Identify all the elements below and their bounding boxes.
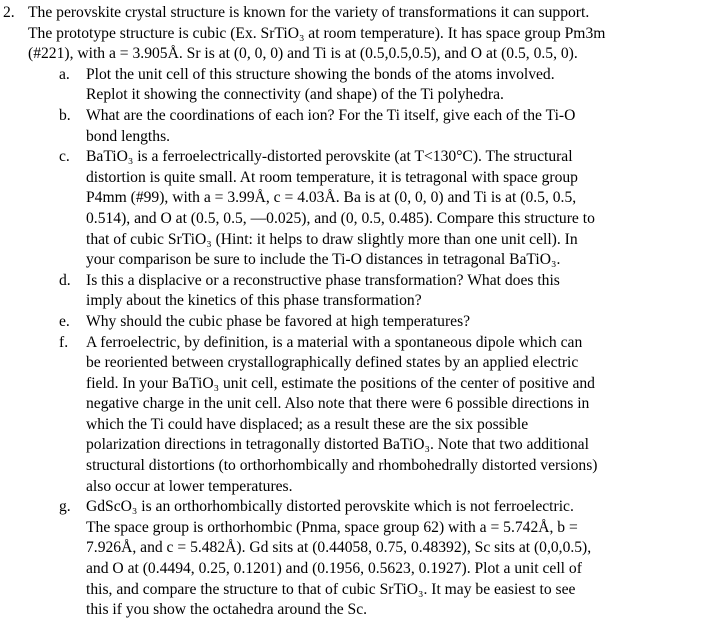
sub-question-line: your comparison be sure to include the Ti-O distances in tetragonal BaTiO₃. — [86, 251, 561, 269]
problem-intro — [28, 3, 707, 65]
sub-question-d — [0, 271, 713, 312]
sub-question-line: this if you show the octahedra around the Sc. — [86, 601, 368, 619]
sub-question-letter: f. — [59, 333, 69, 351]
sub-question-line: be reoriented between crystallographically defined states by an applied electric — [86, 354, 579, 372]
sub-question-line: Why should the cubic phase be favored at high temperatures? — [86, 312, 471, 330]
sub-question-line: distortion is quite small. At room temperature, it is tetragonal with space group — [86, 168, 578, 186]
sub-question-line: The space group is orthorhombic (Pnma, space group 62) with a = 5.742Å, b = — [86, 518, 578, 536]
sub-question-line: which the Ti could have displaced; as a result these are the six possible — [86, 415, 529, 433]
sub-question-line: Replot it showing the connectivity (and shape) of the Ti polyhedra. — [86, 86, 504, 104]
problem-2 — [0, 3, 713, 65]
sub-question-line: also occur at lower temperatures. — [86, 477, 293, 495]
intro-line: The perovskite crystal structure is known for the variety of transformations it can support. — [28, 4, 590, 21]
sub-question-letter: b. — [59, 106, 71, 124]
sub-question-letter: e. — [59, 312, 70, 330]
sub-question-line: negative charge in the unit cell. Also note that there were 6 possible directions in — [86, 395, 590, 413]
sub-question-line: A ferroelectric, by definition, is a material with a spontaneous dipole which can — [86, 333, 583, 351]
sub-question-letter: a. — [59, 65, 70, 83]
sub-question-e — [0, 312, 713, 333]
sub-question-line: Is this a displacive or a reconstructive phase transformation? What does this — [86, 271, 560, 289]
sub-question-c — [0, 147, 713, 271]
sub-question-line: BaTiO₃ is a ferroelectrically-distorted perovskite (at T<130°C). The structural — [86, 148, 573, 166]
sub-question-letter: d. — [59, 271, 71, 289]
problem-number: 2. — [3, 4, 15, 21]
sub-question-line: polarization directions in tetragonally distorted BaTiO₃. Note that two additional — [86, 436, 589, 454]
sub-question-line: Plot the unit cell of this structure showing the bonds of the atoms involved. — [86, 65, 555, 83]
sub-question-line: and O at (0.4494, 0.25, 0.1201) and (0.1956, 0.5623, 0.1927). Plot a unit cell of — [86, 560, 582, 578]
sub-question-letter: g. — [59, 498, 71, 516]
sub-question-line: bond lengths. — [86, 127, 171, 145]
sub-question-line: that of cubic SrTiO₃ (Hint: it helps to draw slightly more than one unit cell). In — [86, 230, 578, 248]
sub-question-letter: c. — [59, 148, 70, 166]
intro-line: The prototype structure is cubic (Ex. SrTiO₃ at room temperature). It has space group Pm3m — [28, 24, 606, 42]
sub-question-line: P4mm (#99), with a = 3.99Å, c = 4.03Å. Ba is at (0, 0, 0) and Ti is at (0.5, 0.5, — [86, 189, 577, 207]
sub-question-list — [0, 65, 713, 621]
sub-question-line: GdScO₃ is an orthorhombically distorted perovskite which is not ferroelectric. — [86, 498, 574, 516]
sub-question-g — [0, 497, 713, 621]
sub-question-line: 0.514), and O at (0.5, 0.5, —0.025), and (0, 0.5, 0.485). Compare this structure to — [86, 209, 595, 227]
sub-question-a — [0, 65, 713, 106]
sub-question-b — [0, 106, 713, 147]
sub-question-line: field. In your BaTiO₃ unit cell, estimate the positions of the center of positive and — [86, 374, 595, 392]
sub-question-line: 7.926Å, and c = 5.482Å). Gd sits at (0.44058, 0.75, 0.48392), Sc sits at (0,0,0.5), — [86, 539, 592, 557]
sub-question-line: imply about the kinetics of this phase transformation? — [86, 292, 422, 310]
sub-question-line: structural distortions (to orthorhombically and rhombohedrally distorted versions) — [86, 457, 598, 475]
sub-question-line: What are the coordinations of each ion? For the Ti itself, give each of the Ti-O — [86, 106, 576, 124]
sub-question-line: this, and compare the structure to that of cubic SrTiO₃. It may be easiest to see — [86, 580, 576, 598]
sub-question-f — [0, 333, 713, 498]
intro-line: (#221), with a = 3.905Å. Sr is at (0, 0, 0) and Ti is at (0.5,0.5,0.5), and O at (0.5, 0.5, 0). — [28, 45, 578, 63]
